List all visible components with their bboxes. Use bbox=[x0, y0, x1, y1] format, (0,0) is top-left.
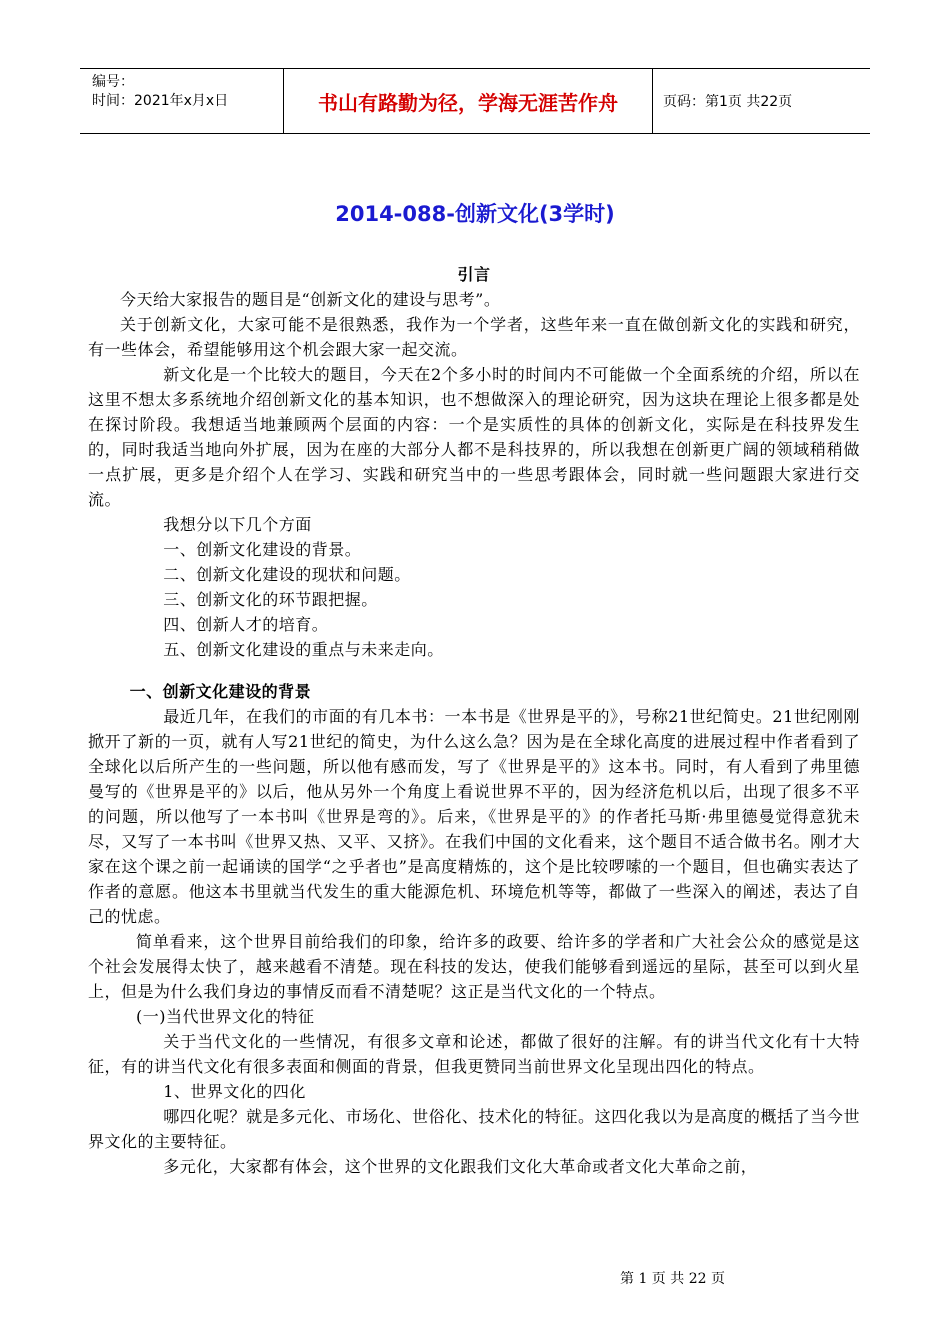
list-item: 一、创新文化建设的背景。 bbox=[163, 540, 362, 559]
page-footer: 第 1 页 共 22 页 bbox=[620, 1271, 725, 1287]
section-heading: 一、创新文化建设的背景 bbox=[129, 682, 312, 701]
subsection-heading: (一)当代世界文化的特征 bbox=[136, 1007, 315, 1026]
document-body bbox=[88, 262, 860, 1179]
paragraph: 我想分以下几个方面 bbox=[163, 515, 312, 534]
list-item: 四、创新人才的培育。 bbox=[163, 615, 329, 634]
list-item: 三、创新文化的环节跟把握。 bbox=[163, 590, 378, 609]
date-label: 时间：2021年x月x日 bbox=[92, 93, 229, 109]
page-header bbox=[80, 68, 870, 134]
document-title: 2014-088-创新文化(3学时) bbox=[335, 202, 615, 226]
intro-heading: 引言 bbox=[457, 265, 491, 284]
header-motto: 书山有路勤为径，学海无涯苦作舟 bbox=[283, 69, 653, 133]
header-meta bbox=[80, 69, 283, 133]
number-label: 编号： bbox=[92, 74, 134, 90]
paragraph: 多元化，大家都有体会，这个世界的文化跟我们文化大革命或者文化大革命之前， bbox=[163, 1157, 758, 1176]
paragraph: 新文化是一个比较大的题目，今天在2个多小时的时间内不可能做一个全面系统的介绍，所以在这里不想太多系统地介绍创新文化的基本知识，也不想做深入的理论研究，因为这块在理论上很多都是处在探讨阶段。我想适当地兼顾两个层面的内容：一个是实质性的具体的创新文化，实际是在科技界发生的，同时我适当地向外扩展，因为在座的大部分人都不是科技界的，所以我想在创新更广阔的领域稍稍做一点扩展，更多是介绍个人在学习、实践和研究当中的一些思考跟体会，同时就一些问题跟大家进行交流。 bbox=[88, 365, 860, 509]
paragraph: 关于当代文化的一些情况，有很多文章和论述，都做了很好的注解。有的讲当代文化有十大特征，有的讲当代文化有很多表面和侧面的背景，但我更赞同当前世界文化呈现出四化的特点。 bbox=[88, 1032, 860, 1076]
paragraph: 关于创新文化，大家可能不是很熟悉，我作为一个学者，这些年来一直在做创新文化的实践和研究，有一些体会，希望能够用这个机会跟大家一起交流。 bbox=[88, 315, 860, 359]
paragraph: 今天给大家报告的题目是“创新文化的建设与思考”。 bbox=[120, 290, 501, 309]
subsection-heading: 1、世界文化的四化 bbox=[163, 1082, 306, 1101]
paragraph: 哪四化呢？就是多元化、市场化、世俗化、技术化的特征。这四化我以为是高度的概括了当今世界文化的主要特征。 bbox=[88, 1107, 860, 1151]
paragraph: 最近几年，在我们的市面的有几本书：一本书是《世界是平的》，号称21世纪简史。21世纪刚刚掀开了新的一页，就有人写21世纪的简史，为什么这么急？因为是在全球化高度的进展过程中作者看到了全球化以后所产生的一些问题，所以他有感而发，写了《世界是平的》这本书。同时，有人看到了弗里德曼写的《世界是平的》以后，他从另外一个角度上看说世界不平的，因为经济危机以后，出现了很多不平的问题，所以他写了一本书叫《世界是弯的》。后来，《世界是平的》的作者托马斯·弗里德曼觉得意犹未尽，又写了一本书叫《世界又热、又平、又挤》。在我们中国的文化看来，这个题目不适合做书名。刚才大家在这个课之前一起诵读的国学“之乎者也”是高度精炼的，这个是比较啰嗦的一个题目，但也确实表达了作者的意愿。他这本书里就当代发生的重大能源危机、环境危机等等，都做了一些深入的阐述，表达了自己的忧虑。 bbox=[88, 707, 860, 926]
paragraph: 简单看来，这个世界目前给我们的印象，给许多的政要、给许多的学者和广大社会公众的感觉是这个社会发展得太快了，越来越看不清楚。现在科技的发达，使我们能够看到遥远的星际，甚至可以到火星上，但是为什么我们身边的事情反而看不清楚呢？这正是当代文化的一个特点。 bbox=[88, 932, 860, 1001]
list-item: 二、创新文化建设的现状和问题。 bbox=[163, 565, 411, 584]
header-page-info: 页码：第1页 共22页 bbox=[663, 94, 793, 110]
list-item: 五、创新文化建设的重点与未来走向。 bbox=[163, 640, 444, 659]
